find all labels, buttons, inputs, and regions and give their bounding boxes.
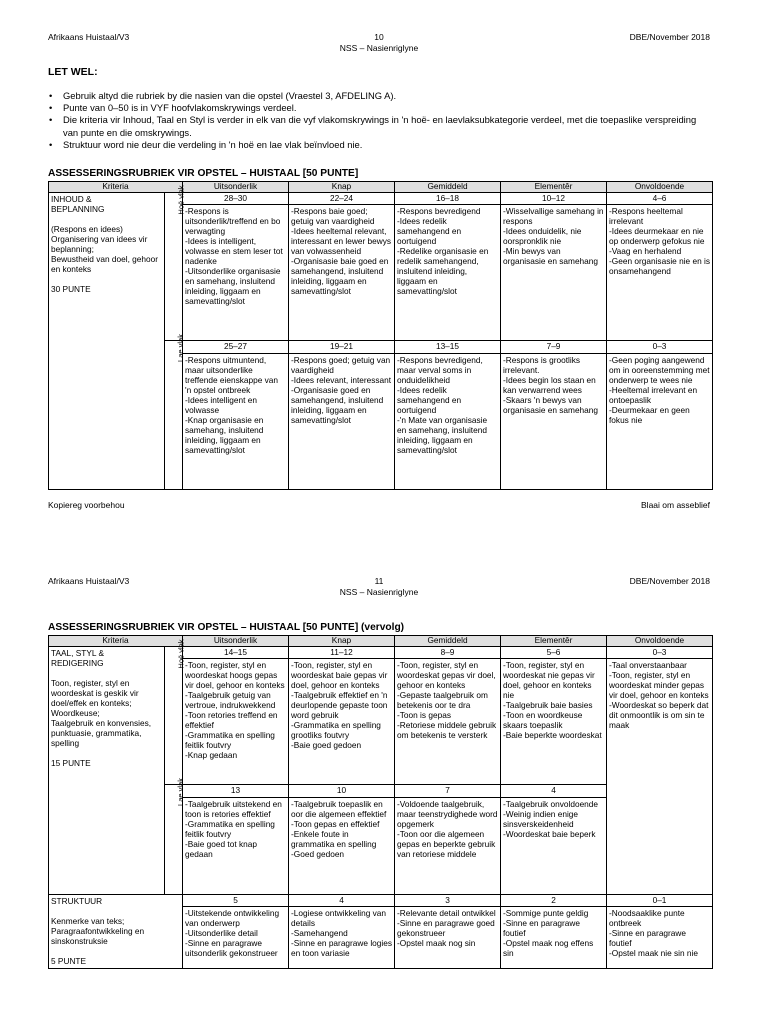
level-label-cell [165,778,185,895]
score-range: 0–1 [607,894,713,907]
header-subject: Afrikaans Huistaal/V3 [48,32,130,42]
header-page-number: 10 [374,32,384,42]
descriptor-cell: -Uitstekende ontwikkeling van onderwerp -Uitsonderlike detail -Sinne en paragrawe uitsonderlik gekonstrueer [183,907,289,969]
rubric-title-continued: ASSESSERINGSRUBRIEK VIR OPSTEL – HUISTAAL [50 PUNTE] (vervolg) [48,622,405,633]
descriptor-cell: -Voldoende taalgebruik, maar teenstrydighede word opgemerk -Toon oor die algemeen gepas en beperkte gebruik van retoriese middele [395,797,501,894]
descriptor-cell: -Respons heeltemal irrelevant -Idees deurmekaar en nie op onderwerp gefokus nie -Vaag en herhalend -Geen organisasie nie en is onsamehangend [607,205,713,341]
header-subtitle: NSS – Nasienriglyne [339,587,419,597]
descriptor-cell: -Geen poging aangewend om in ooreenstemming met onderwerp te wees nie -Heeltemal irrelevant en ontoepaslik -Deurmekaar en geen fokus nie [607,353,713,489]
col-header: Uitsonderlik [183,636,289,647]
col-header: Kriteria [49,182,183,193]
descriptor-cell: -Respons bevredigend -Idees redelik samehangend en oortuigend -Redelike organisasie en redelik samehangend, insluitend inleiding, liggaam en samevatting/slot [395,205,501,341]
descriptor-cell: -Taalgebruik toepaslik en oor die algemeen effektief -Toon gepas en effektief -Enkele foute in grammatika en spelling -Goed gedoen [289,797,395,894]
header-subject: Afrikaans Huistaal/V3 [48,576,130,586]
header-page-number: 11 [374,576,384,586]
score-range: 10–12 [501,192,607,205]
level-label: Hoë vlak [176,638,186,669]
score-range: 16–18 [395,192,501,205]
table-row [49,894,713,907]
descriptor-cell: -Respons uitmuntend, maar uitsonderlike treffende eienskappe van 'n opstel ontbreek -Idees intelligent en volwasse -Knap organisasie en samehang, insluitend inleiding, liggaam en samevatting/slot [183,353,289,489]
table-header-row [49,182,713,193]
rubric-title: ASSESSERINGSRUBRIEK VIR OPSTEL – HUISTAAL [50 PUNTE] [48,168,359,179]
let-wel-heading: LET WEL: [48,66,98,78]
header-date: DBE/November 2018 [629,32,710,42]
instruction-item: • Struktuur word nie deur die verdeling in 'n hoë en lae vlak beïnvloed nie. [48,139,712,151]
descriptor-cell: -Logiese ontwikkeling van details -Samehangend -Sinne en paragrawe logies en toon variasie [289,907,395,969]
footer-turn-over: Blaai om asseblief [641,500,710,510]
score-range: 7–9 [501,341,607,354]
descriptor-cell: -Relevante detail ontwikkel -Sinne en paragrawe goed gekonstrueer -Opstel maak nog sin [395,907,501,969]
score-range: 4–6 [607,192,713,205]
score-range: 28–30 [183,192,289,205]
col-header: Onvoldoende [607,182,713,193]
col-header: Uitsonderlik [183,182,289,193]
col-header: Kriteria [49,636,183,647]
score-range: 7 [395,785,501,798]
header-subtitle: NSS – Nasienriglyne [339,43,419,53]
descriptor-cell: -Sommige punte geldig -Sinne en paragrawe foutief -Opstel maak nog effens sin [501,907,607,969]
level-label: Lae vlak [175,778,185,806]
score-range: 25–27 [183,341,289,354]
descriptor-cell: -Taalgebruik onvoldoende -Weinig indien enige sinsverskeidenheid -Woordeskat baie beperk [501,797,607,894]
instructions-list [48,90,712,151]
descriptor-cell: -Wisselvallige samehang in respons -Idees onduidelik, nie oorspronklik nie -Min bewys van organisasie en samehang [501,205,607,341]
descriptor-cell: -Respons is grootliks irrelevant. -Idees begin los staan en kan verwarrend wees -Skaars 'n bewys van organisasie en samehang [501,353,607,489]
level-label: Lae vlak [175,334,185,362]
footer-copyright: Kopiereg voorbehou [48,500,125,510]
score-range: 0–3 [607,341,713,354]
descriptor-cell: -Toon, register, styl en woordeskat gepas vir doel, gehoor en konteks -Gepaste taalgebruik om betekenis oor te dra -Toon is gepas -Retoriese middele gebruik om betekenis te versterk [395,659,501,785]
instruction-item: • Gebruik altyd die rubriek by die nasien van die opstel (Vraestel 3, AFDELING A). [48,90,712,102]
level-label-cell [165,638,186,785]
descriptor-cell: -Respons baie goed; getuig van vaardigheid -Idees heeltemal relevant, interessant en lewer bewys van volwassenheid -Organisasie baie goed en samehangend, insluitend inleiding, liggaam en samevatting/slot [289,205,395,341]
score-range: 3 [395,894,501,907]
col-header: Gemiddeld [395,182,501,193]
score-range: 4 [501,785,607,798]
descriptor-cell: -Taal onverstaanbaar -Toon, register, styl en woordeskat minder gepas vir doel, gehoor en konteks -Woordeskat so beperk dat dit onmoontlik is om sin te maak [607,659,713,895]
rubric-table-content [48,181,713,490]
score-range: 0–3 [607,646,713,659]
rubric-table-language [48,635,713,969]
instruction-item: • Punte van 0–50 is in VYF hoofvlakomskrywings verdeel. [48,102,712,114]
col-header: Onvoldoende [607,636,713,647]
col-header: Elementêr [501,182,607,193]
score-range: 14–15 [183,646,289,659]
score-range: 13–15 [395,341,501,354]
descriptor-cell: -Respons is uitsonderlik/treffend en bo verwagting -Idees is intelligent, volwasse en stem leser tot nadenke -Uitsonderlike organisasie en samehang, insluitend inleiding, liggaam en samevatting/slot [183,205,289,341]
level-label-cell [165,184,186,341]
score-range: 5–6 [501,646,607,659]
table-row [49,192,713,205]
descriptor-cell: -Respons bevredigend, maar verval soms in onduidelikheid -Idees redelik samehangend en oortuigend -'n Mate van organisasie en samehang, insluitend inleiding, liggaam en samevatting/slot [395,353,501,489]
score-range: 10 [289,785,395,798]
descriptor-cell: -Taalgebruik uitstekend en toon is retories effektief -Grammatika en spelling feitlik foutvry -Baie goed tot knap gedaan [183,797,289,894]
header-date: DBE/November 2018 [629,576,710,586]
instruction-item: • Die kriteria vir Inhoud, Taal en Styl is verder in elk van die vyf vlakomskrywings in 'n hoë- en laevlaksubkategorie verdeel, met die toepaslike verspreiding van punte en die omskrywings. [48,114,712,138]
score-range: 13 [183,785,289,798]
col-header: Knap [289,182,395,193]
col-header: Gemiddeld [395,636,501,647]
descriptor-cell: -Respons goed; getuig van vaardigheid -Idees relevant, interessant -Organisasie goed en samehangend, insluitend inleiding, liggaam en samevatting/slot [289,353,395,489]
descriptor-cell: -Toon, register, styl en woordeskat hoogs gepas vir doel, gehoor en konteks -Taalgebruik getuig van vertroue, indrukwekkend -Toon retories treffend en effektief -Grammatika en spelling feitlik foutvry -Knap gedaan [183,659,289,785]
descriptor-cell: -Toon, register, styl en woordeskat nie gepas vir doel, gehoor en konteks nie -Taalgebruik baie basies -Toon en woordkeuse skaars toepaslik -Baie beperkte woordeskat [501,659,607,785]
criterion-cell: STRUKTUUR Kenmerke van teks; Paragraafontwikkeling en sinskonstruksie 5 PUNTE [49,894,183,969]
score-range: 8–9 [395,646,501,659]
score-range: 22–24 [289,192,395,205]
table-row [49,646,713,659]
col-header: Elementêr [501,636,607,647]
score-range: 19–21 [289,341,395,354]
criterion-cell: TAAL, STYL & REDIGERING Toon, register, styl en woordeskat is geskik vir doel/effek en konteks; Woordkeuse; Taalgebruik en konvensies, punktuasie, grammatika, spelling 15 PUNTE [49,646,165,894]
criterion-cell: INHOUD & BEPLANNING (Respons en idees) Organisering van idees vir beplanning; Bewustheid van doel, gehoor en konteks 30 PUNTE [49,192,165,489]
score-range: 2 [501,894,607,907]
score-range: 4 [289,894,395,907]
score-range: 5 [183,894,289,907]
col-header: Knap [289,636,395,647]
level-label-cell [165,334,185,490]
table-header-row [49,636,713,647]
score-range: 11–12 [289,646,395,659]
descriptor-cell: -Toon, register, styl en woordeskat baie gepas vir doel, gehoor en konteks -Taalgebruik effektief en 'n deurlopende gepaste toon word gebruik -Grammatika en spelling grootliks foutvry -Baie goed gedoen [289,659,395,785]
level-label: Hoë vlak [176,184,186,215]
descriptor-cell: -Noodsaaklike punte ontbreek -Sinne en paragrawe foutief -Opstel maak nie sin nie [607,907,713,969]
